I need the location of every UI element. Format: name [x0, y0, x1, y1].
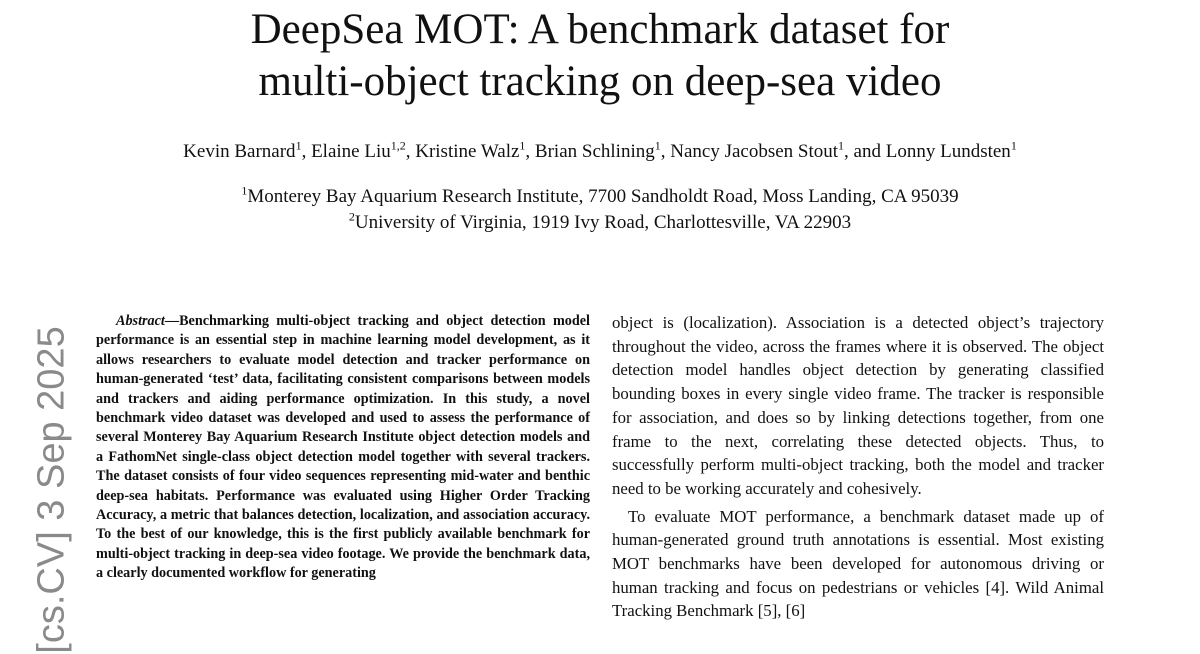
author: Kevin Barnard$^1$, — [183, 138, 312, 162]
body-column-right — [612, 311, 1104, 623]
abstract — [96, 312, 590, 584]
title-line-1: DeepSea MOT: A benchmark dataset for — [250, 6, 950, 53]
body-paragraph: To evaluate MOT performance, a benchmark dataset made up of human-generated ground truth annotations is essential. Most existing MOT benchmarks have been developed for autonomous driving or human tracking and focus on pedestrians or vehicles [4]. Wild Animal Tracking Benchmark [5], [6] — [612, 506, 1104, 621]
paper-title — [0, 4, 1200, 108]
affiliation: $^1$Monterey Bay Aquarium Research Institute, 7700 Sandholdt Road, Moss Landing, CA 95039 — [241, 183, 959, 207]
author: Elaine Liu$^{1,2}$, — [311, 138, 416, 162]
author-list — [0, 140, 1200, 164]
affiliation: $^2$University of Virginia, 1919 Ivy Road, Charlottesville, VA 22903 — [348, 209, 852, 233]
author: Lonny Lundsten$^1$ — [885, 138, 1017, 162]
abstract-body: Benchmarking multi-object tracking and object detection model performance is an essential step in machine learning model development, as it allows researchers to evaluate model detection and tracker performance on human-generated ‘test’ data, facilitating consistent comparisons between models and trackers and aiding performance optimization. In this study, a novel benchmark video dataset was developed and used to assess the performance of several Monterey Bay Aquarium Research Institute object detection models and a FathomNet single-class object detection model together with several trackers. The dataset consists of four video sequences representing mid-water and benthic deep-sea habitats. Performance was evaluated using Higher Order Tracking Accuracy, a metric that balances detection, localization, and association accuracy. To the best of our knowledge, this is the first publicly available benchmark for multi-object tracking in deep-sea video footage. We provide the benchmark data, a clearly documented workflow for generating — [96, 313, 590, 582]
author: Brian Schlining$^1$, — [534, 138, 671, 162]
affiliations — [0, 184, 1200, 236]
abstract-label: Abstract — [116, 313, 165, 329]
body-paragraph: object is (localization). Association is a detected object’s trajectory throughout the video, across the frames where it is observed. The object detection model handles object detection by generating classified bounding boxes in every single video frame. The tracker is responsible for association, and does so by linking detections together, from one frame to the next, correlating these detected objects. Thus, to successfully perform multi-object tracking, both the model and tracker need to be working accurately and cohesively. — [612, 313, 1104, 498]
author: Nancy Jacobsen Stout$^1$, and — [670, 138, 886, 162]
abstract-dash: — — [164, 313, 180, 329]
author: Kristine Walz$^1$, — [415, 138, 535, 162]
title-line-2: multi-object tracking on deep-sea video — [258, 58, 942, 105]
arxiv-stamp: [cs.CV] 3 Sep 2025 — [30, 326, 73, 654]
